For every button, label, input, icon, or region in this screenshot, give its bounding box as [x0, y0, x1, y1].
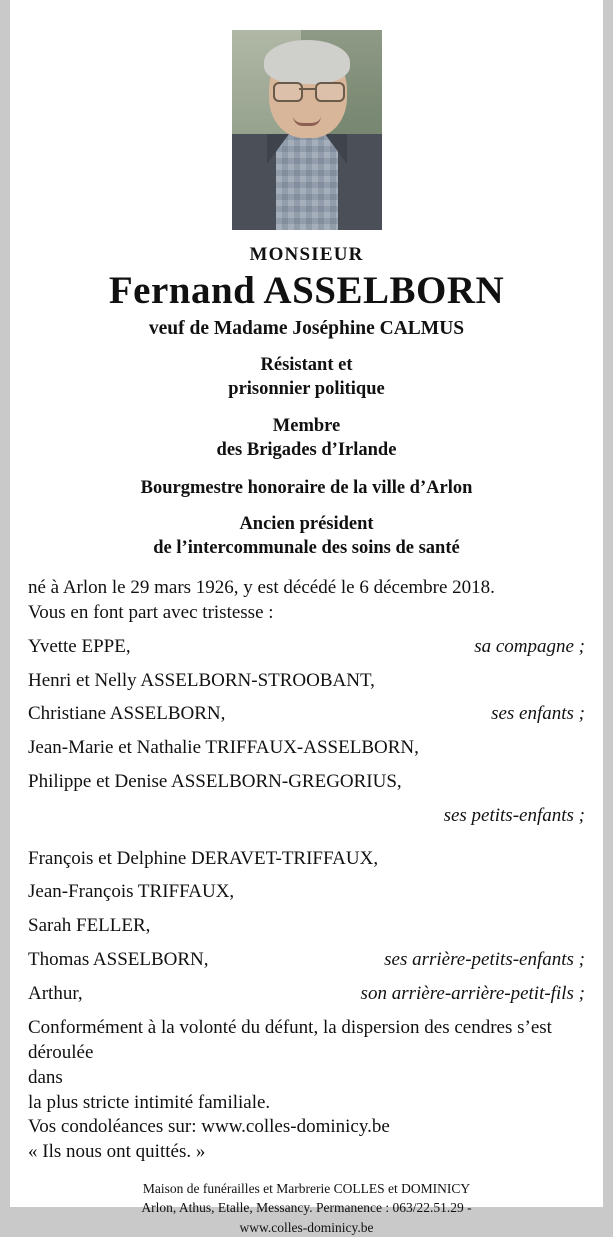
dates-line: né à Arlon le 29 mars 1926, y est décédé le 6 décembre 2018.	[28, 576, 495, 598]
footer-line: Arlon, Athus, Etalle, Messancy. Permanence : 063/22.51.29 -	[141, 1200, 472, 1216]
closing-text	[28, 1016, 585, 1164]
closing-line: dans	[28, 1066, 63, 1088]
photo-collar-left	[267, 134, 289, 164]
family-relation: ses enfants ;	[491, 703, 585, 725]
family-row	[28, 983, 585, 1006]
honor-block-2	[28, 415, 585, 462]
photo-glasses-bridge	[299, 88, 315, 90]
family-row	[28, 848, 585, 871]
honor-line: Membre	[272, 416, 341, 437]
family-row	[28, 703, 585, 726]
family-list	[28, 636, 585, 1006]
honor-line: prisonnier politique	[228, 378, 385, 399]
family-spacer	[28, 839, 585, 848]
family-row	[28, 771, 585, 794]
honor-block-3	[28, 477, 585, 501]
memorial-card	[10, 0, 603, 1235]
honorific-title: MONSIEUR	[249, 244, 364, 265]
photo-glasses-left	[273, 82, 303, 102]
family-row	[28, 670, 585, 693]
dates-and-announcement	[28, 575, 585, 626]
honor-line: Résistant et	[260, 355, 353, 376]
family-names: Jean-François TRIFFAUX,	[28, 881, 235, 903]
family-row	[28, 805, 585, 828]
family-names: Arthur,	[28, 982, 83, 1004]
family-row	[28, 636, 585, 659]
footer-website: www.colles-dominicy.be	[239, 1219, 374, 1235]
family-names: Yvette EPPE,	[28, 635, 131, 657]
honor-line: des Brigades d’Irlande	[216, 440, 397, 461]
photo-hair	[264, 40, 350, 84]
family-row	[28, 949, 585, 972]
footer-line: Maison de funérailles et Marbrerie COLLES et DOMINICY	[142, 1180, 471, 1196]
family-names: Christiane ASSELBORN,	[28, 703, 226, 725]
photo-glasses-right	[315, 82, 345, 102]
family-names: Henri et Nelly ASSELBORN-STROOBANT,	[28, 669, 375, 691]
condolences-line: Vos condoléances sur: www.colles-dominicy.be	[28, 1116, 390, 1138]
quote-line: « Ils nous ont quittés. »	[28, 1140, 206, 1162]
family-relation: sa compagne ;	[474, 635, 585, 657]
honor-block-4	[28, 513, 585, 560]
announcement-line: Vous en font part avec tristesse :	[28, 602, 274, 624]
portrait-photo-container	[28, 30, 585, 230]
family-names: Jean-Marie et Nathalie TRIFFAUX-ASSELBORN,	[28, 737, 419, 759]
family-names: François et Delphine DERAVET-TRIFFAUX,	[28, 847, 379, 869]
family-relation: son arrière-arrière-petit-fils ;	[360, 982, 585, 1004]
portrait-photo	[232, 30, 382, 230]
photo-collar-right	[325, 134, 347, 164]
family-relation: ses petits-enfants ;	[443, 804, 585, 826]
family-row	[28, 737, 585, 760]
honor-line: Bourgmestre honoraire de la ville d’Arlon	[140, 477, 473, 498]
closing-line: Conformément à la volonté du défunt, la dispersion des cendres s’est déroulée	[28, 1017, 552, 1064]
spouse-line: veuf de Madame Joséphine CALMUS	[148, 318, 465, 340]
family-names: Sarah FELLER,	[28, 915, 151, 937]
closing-line: la plus stricte intimité familiale.	[28, 1091, 271, 1113]
family-row	[28, 881, 585, 904]
deceased-name: Fernand ASSELBORN	[108, 269, 505, 312]
family-relation: ses arrière-petits-enfants ;	[384, 948, 585, 970]
funeral-home-footer	[28, 1179, 585, 1237]
family-names: Philippe et Denise ASSELBORN-GREGORIUS,	[28, 770, 402, 792]
family-row	[28, 915, 585, 938]
honor-block-1	[28, 354, 585, 401]
family-names: Thomas ASSELBORN,	[28, 948, 209, 970]
honor-line: de l’intercommunale des soins de santé	[153, 538, 460, 559]
honor-line: Ancien président	[239, 514, 374, 535]
